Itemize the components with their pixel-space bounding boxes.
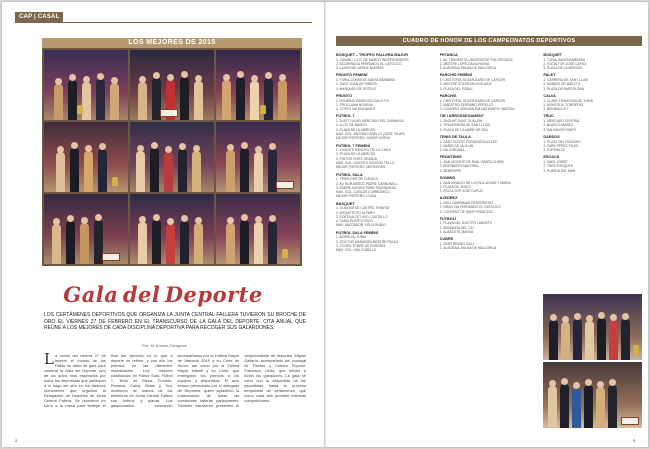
result-line: 1. TURIA-CONVENT-SANTA BÀRBARA (336, 78, 395, 83)
result-line: MEJOR PORTERO: JAVIER JORDÁ (336, 136, 390, 141)
result-line: 1. JUSTO VILAR-MERCADO DEL CABANYAL (336, 119, 405, 124)
magazine-spread (2, 2, 648, 447)
category-heading: TENIS DE TAULA (439, 134, 471, 139)
award-photo (44, 194, 128, 264)
result-line: MAX. GOL: VICENTE SANCHO TELLO (336, 161, 395, 166)
result-line: 3. CONVENT JERUSALEM-MATEMÀTIC MARZAL (439, 107, 515, 112)
result-line: 1. CARRERA DE SANT LLUÍS (543, 78, 589, 83)
result-line: 3. CONVENT DE SANT FRANCESC (439, 209, 494, 214)
result-line: 2. GRAN VIA FERNANDO EL CATÓLICO (439, 205, 501, 210)
result-line: 2. PROCLAMA NOVENA (336, 102, 373, 107)
result-line: 1. TURIA-SANTA BÀRBARA (543, 57, 586, 62)
result-line: 1. PLAZA DEL ROSARIO (543, 139, 581, 144)
photo-mosaic (42, 38, 302, 266)
result-line: 1. SANT JOSEP (543, 160, 568, 165)
category-heading: TIR I ARROSSEGAMENT (439, 114, 485, 119)
category-heading: TRUC (543, 114, 554, 119)
result-line: 3. BENIMACLET (543, 107, 569, 112)
section-tag: CAP | CASAL (15, 12, 63, 22)
result-line: 1. CLAVÉ-TRAVESSIA DE TUNIS (543, 98, 593, 103)
category-heading: CALVA (543, 93, 556, 98)
section-rule (15, 22, 312, 23)
result-line: 1. CAMINO LLOC DE MARCO INDEPENDIENTE (336, 57, 409, 62)
category-heading: FÚTBOL SALA (336, 172, 363, 177)
award-photo (44, 50, 128, 120)
honor-column (543, 50, 642, 435)
result-line: 1. SAN IGNACIO DE LOYOLA-JESÚS Y MARÍA (439, 180, 511, 185)
category-heading: BOSQUET – TROFEO FALLERA MAJOR (336, 53, 409, 57)
result-line: MAX. GOL: ANA CUBELLS (336, 248, 377, 253)
title-connector: del (122, 282, 161, 307)
result-line: MAX. GOL: CARLOS (CARBONELL) (336, 190, 391, 195)
category-heading: ESCACS (543, 155, 560, 160)
category-heading: FÚTBOL SALA FEMENÍ (336, 230, 378, 235)
article-intro: LOS CERTÁMENES DEPORTIVOS QUE ORGANIZA LA JUNTA CENTRAL FALLERA TUVIERON SU BROCHE DE ORO EL VIERNES 27 DE FEBRERO EN EL TRANSCURSO DE LA GALA DEL DEPORTE. CITA ANUAL QUE REÚNE A LOS MEJORES DE CADA DISCIPLINA DEPORTIVA PARA RECOGER SUS GALARDONES. (44, 312, 306, 331)
category-heading: PARCHÍS FEMENÍ (439, 73, 472, 78)
result-line: 2. MAESTRO SERRANO-PERELLÓ (439, 102, 494, 107)
result-line: 2. LLOC DE MARCÓ (336, 123, 367, 128)
category-heading: PETANCA (439, 53, 458, 57)
category-heading: FÚTBOL 7 FEMENÍ (336, 143, 370, 148)
result-line: 1. BORRULL-TURIA (336, 235, 367, 240)
award-photo (130, 50, 214, 120)
result-line: 2. AV. BURJASSOT-PADRE CARBONELL (336, 181, 398, 186)
result-line: 3. MARQUÉS DE SOTELO (336, 86, 377, 91)
result-line: 3. NA JORDANA (439, 148, 465, 153)
title-end: Deporte (164, 282, 263, 307)
result-line: 2. DOCTOR MARAÑÓN-MESTRE PALAU (336, 239, 398, 244)
result-line: 2. TRES FORQUES (543, 164, 573, 169)
award-photo (216, 50, 300, 120)
result-line: 3. PLAZA DE LA MERCED (543, 66, 583, 71)
result-line: 1. SAGUNT-SANT GUILLEM (439, 119, 483, 124)
result-line: 3. EXPOSICIÓ (543, 148, 566, 153)
category-heading: PARCHÍS (439, 93, 457, 98)
category-heading: AJEDREZ (439, 196, 458, 201)
result-line: 3. PLAÇA DE LA MARE DE DÉU (439, 127, 489, 132)
result-line: MEJOR PORTERO: MERCEDES (336, 165, 386, 170)
result-line: 4. CUBA-PUERTO RICO (336, 219, 373, 224)
category-heading: DARDOS (543, 134, 560, 139)
result-line: 3. COVES-TORRE DE RUSSAFA (336, 243, 386, 248)
result-line: 2. AVINGUDA DEL CID (439, 225, 474, 230)
result-line: 1. PLAZA DEL DOCTOR LANDETE (439, 221, 493, 226)
category-heading: FRONTENIS (439, 155, 462, 160)
category-heading: FRONTÓ (336, 93, 353, 98)
result-line: 1. MERCADO CENTRAL (543, 119, 581, 124)
article-body (44, 353, 306, 443)
award-photo (216, 122, 300, 192)
result-line: 2. BLASCO IBÁÑEZ (543, 123, 574, 128)
byline: Por: M. Andrés Zaragoza (142, 343, 187, 348)
result-line: 1. GUILLEM DE CASTRO-TRINITAT (336, 206, 390, 211)
result-line: 3. PLAZA DE LA MERCED (336, 127, 376, 132)
winners-photos (543, 294, 642, 428)
result-line: 2. PARE PÉREZ PUJOL (543, 143, 580, 148)
result-line: MEJOR PORTERO: LUCÍA (336, 194, 377, 199)
result-line: 1. GENERAL BARROSO-CALIXT III (336, 98, 389, 103)
result-line: 1. NOU CAMPANAR-FRATERNITAT (439, 200, 494, 205)
result-line: MAX. ANOTADOR: FÉLIX RUBIO (336, 223, 386, 228)
result-line: 3. PINTOR VIVES GRANJA (336, 156, 377, 161)
result-line: 1. CRISTÒFOL SOLER-BARÓ DE CÀRCER (439, 78, 505, 83)
honor-columns (336, 50, 642, 435)
result-line: 1. SANT VICENT-PERIODISTA AZZATI (439, 139, 498, 144)
result-line: 2. MONTOLIU-TORREFIEL (543, 102, 584, 107)
category-heading: FUTBOLÍ (439, 216, 457, 221)
result-line: 3. POETA ALTET-AVD. CASTELLÓ (336, 214, 388, 219)
category-heading: PALET (543, 73, 556, 78)
category-heading: BÀSQUET (336, 201, 355, 206)
category-heading: FÚTBOL 7 (336, 114, 355, 119)
result-line: 3. PADRE ALEGRE-PARE FRANQUESA (336, 185, 397, 190)
result-line: 3. ESCULTOR JOSÉ CAPUZ (439, 189, 483, 194)
honor-list (543, 50, 642, 240)
article-title (2, 282, 324, 307)
result-line: 2. ARZOBISPO MAYORAL (439, 164, 480, 169)
result-line: 2. MESTRE SOLER-MOLINO BAIX (439, 82, 492, 87)
result-line: MAX. GOL: ANTONIO ARELLO (JUST. VILAR) (336, 131, 405, 136)
winners-photo (543, 362, 642, 428)
right-page (326, 2, 648, 447)
result-line: 2. MESTRE LOPE-CAIXA RURAL (439, 61, 490, 66)
category-heading: DOMINÓ (439, 175, 456, 180)
body-text: a noche del viernes 27 de febrero el mundo de las Fallas se vistió de gala para celebrar la Gala del Deporte, uno de los actos más esperados por todos los deportistas que participan a lo largo del año en los distintos certámenes que organiza la Delegación de Deportes de Junta Central Fallera. Se reunieron en torno a la mesa para festejar el final del ejercicio en lo que a deporte se refiere, y con ello los premios en las diferentes modalidades. Los mejores clasificados en Fútbol Sala, Fútbol 7, Tenis de Mesa, Frontón, Petanca, Calva, Birlas y Truc recibieron de manos de los miembros de Junta Central Fallera sus trofeos y placas. Los galardonados estuvieron acompañados por la Fallera Mayor de Valencia 2015 y su Corte de Honor, así como por la Fallera Mayor Infantil y su Corte, que entregaron los premios a los equipos y deportistas. El acto estuvo presentado por el delegado de Deportes, quien agradeció la colaboración de todas las comisiones falleras participantes. También estuvieron presentes el vicepresidente de deportes, Miguel Gallarín, acompañado del concejal de Fiestas y Cultura Popular, Francisco Lledó, que felicitó a todos los ganadores. La gala se cerró con la despedida de los deportistas hasta la próxima temporada de certámenes, que como cada año promete intensas competiciones. (44, 353, 306, 408)
result-line: 2. SANT JOAN DE RIBERA (336, 82, 377, 87)
honor-column (336, 50, 435, 435)
result-line: 1. TIRES-PINTOR CUENCA (336, 177, 378, 182)
result-line: 1. CRISTÒFOL SOLER-BARÓ DE CÀRCER (439, 98, 505, 103)
award-photo (216, 194, 300, 264)
honor-column (440, 50, 539, 435)
result-line: 3. PLAZA DEL POBLE (439, 86, 473, 91)
category-heading: BOSQUET (543, 53, 563, 57)
result-line: 1. VICENTE SANCHO TELLO-CHILE (336, 148, 392, 153)
result-line: 1. SANT BRUNO-GALL (439, 241, 475, 246)
result-line: 3. PLAZA DE BARCELONA (543, 86, 585, 91)
result-line: 2. AZCÁRRAGA FERRANDO EL CATÓLICO (336, 61, 402, 66)
result-line: 2. ARQUITECTO ALFARO (336, 210, 375, 215)
result-line: 3. LA BOGUE-VERDE BORRÁS (336, 66, 384, 71)
award-photo (44, 122, 128, 192)
result-line: 2. TRAVESSERA DE SANT LLUÍS (439, 123, 491, 128)
result-line: 1. SAN VICENTE DE PAÚL-SANTA CLARA (439, 160, 504, 165)
category-heading: CUBRE (439, 237, 454, 242)
result-line: 2. ALBORAIA-PALMA DE MALLORCA (439, 246, 497, 251)
page-number: 3 (632, 438, 635, 443)
mosaic-heading: LOS MEJORES DE 2015 (42, 38, 302, 48)
result-line: 2. BARRI DE LA LLUM (439, 143, 474, 148)
result-line: 3. PUERTA DEL MAR (543, 168, 576, 173)
honor-table-heading: CUADRO DE HONOR DE LOS CAMPEONATOS DEPORTIVOS (336, 36, 642, 46)
result-line: 2. PLAZA DE JESÚS (439, 184, 471, 189)
left-page (2, 2, 324, 447)
result-line: 2. ESCULTOR JOSÉ CAPUZ (543, 61, 587, 66)
winners-photo (543, 294, 642, 360)
title-main: Gala (63, 282, 119, 307)
result-line: 2. PLAZA DE LA MERCED (336, 152, 376, 157)
result-line: 2. RAMIRO DE MAEZTU (543, 82, 581, 87)
result-line: 3. SALVADOR GINER (543, 127, 576, 132)
result-line: 3. CORTS VALENCIANES (336, 107, 375, 112)
result-line: 3. BENIFERRI (439, 168, 461, 173)
award-photo (130, 122, 214, 192)
result-line: 3. ALBACETE-MARVÀ (439, 230, 474, 235)
result-line: 3. ALBORAIA-PALMA DE MALLORCA (439, 66, 497, 71)
result-line: 1. AV. TRANSSITS-UNIVERSITAT POLITÈCNICA (439, 57, 513, 62)
category-heading: FRONTÓ FEMENÍ (336, 73, 368, 78)
award-photo (130, 194, 214, 264)
drop-cap: L (44, 353, 54, 368)
page-number: 2 (15, 438, 18, 443)
